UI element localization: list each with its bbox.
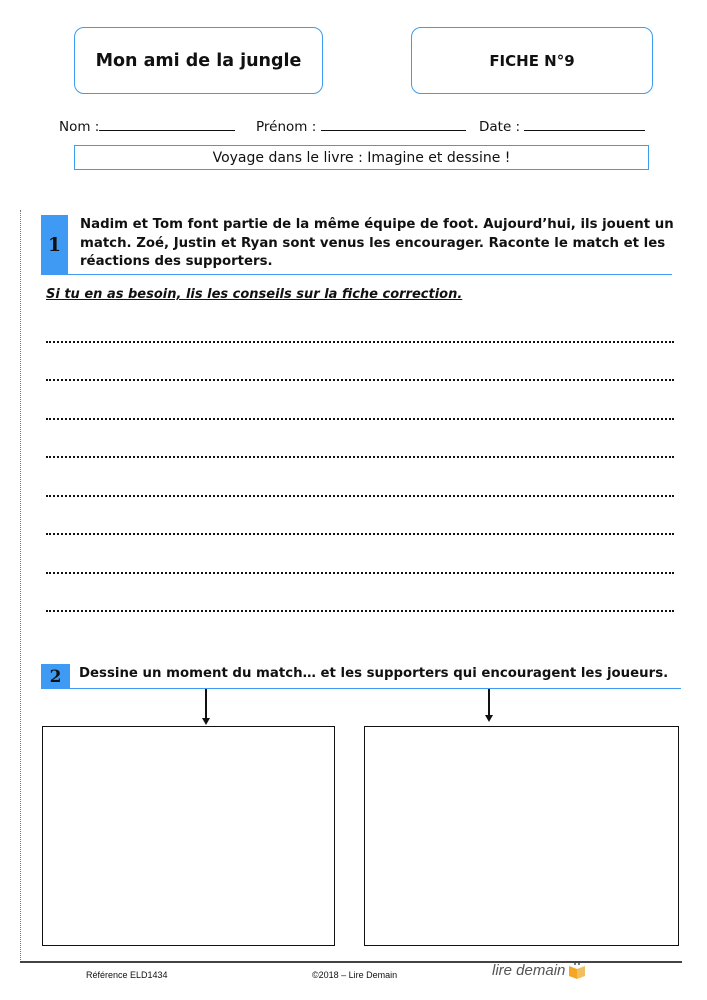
prenom-label: Prénom : bbox=[256, 119, 317, 135]
prenom-input-line[interactable] bbox=[321, 118, 466, 131]
reference-code: Référence ELD1434 bbox=[86, 970, 168, 980]
question-1-number: 1 bbox=[41, 215, 68, 275]
answer-line-4[interactable] bbox=[46, 456, 674, 458]
answer-line-5[interactable] bbox=[46, 495, 674, 497]
question-2-text: Dessine un moment du match… et les supporters qui encouragent les joueurs. bbox=[79, 666, 669, 681]
answer-line-3[interactable] bbox=[46, 418, 674, 420]
book-icon bbox=[568, 962, 586, 979]
arrow-down-icon-right bbox=[488, 689, 490, 716]
nom-input-line[interactable] bbox=[99, 118, 235, 131]
date-input-line[interactable] bbox=[524, 118, 645, 131]
arrow-down-icon-left bbox=[205, 689, 207, 719]
margin-dotted-line bbox=[20, 210, 21, 962]
question-1-divider bbox=[41, 274, 672, 275]
fiche-number: FICHE N°9 bbox=[411, 27, 653, 94]
question-2-divider bbox=[41, 688, 681, 689]
answer-line-6[interactable] bbox=[46, 533, 674, 535]
arrow-head-icon-left bbox=[202, 718, 210, 725]
date-label: Date : bbox=[479, 119, 521, 135]
answer-line-1[interactable] bbox=[46, 341, 674, 343]
answer-line-7[interactable] bbox=[46, 572, 674, 574]
nom-label: Nom : bbox=[59, 119, 100, 135]
answer-line-8[interactable] bbox=[46, 610, 674, 612]
copyright: ©2018 – Lire Demain bbox=[312, 970, 398, 980]
answer-line-2[interactable] bbox=[46, 379, 674, 381]
arrow-head-icon-right bbox=[485, 715, 493, 722]
drawing-area-supporters[interactable] bbox=[364, 726, 679, 946]
activity-subtitle: Voyage dans le livre : Imagine et dessine ! bbox=[74, 145, 649, 170]
question-1-text: Nadim et Tom font partie de la même équipe de foot. Aujourd’hui, ils jouent un match. Zoé, Justin et Ryan sont venus les encourager. Raconte le match et les réactions des supporters. bbox=[80, 217, 674, 269]
question-2-number: 2 bbox=[41, 664, 70, 689]
drawing-area-match[interactable] bbox=[42, 726, 335, 946]
logo-text: lire demain bbox=[492, 962, 566, 979]
date-field[interactable] bbox=[479, 118, 645, 135]
prenom-field[interactable] bbox=[256, 118, 466, 135]
lire-demain-logo bbox=[492, 962, 586, 979]
worksheet-title: Mon ami de la jungle bbox=[74, 27, 323, 94]
hint-text: Si tu en as besoin, lis les conseils sur la fiche correction. bbox=[46, 287, 463, 302]
nom-field[interactable] bbox=[59, 118, 235, 135]
